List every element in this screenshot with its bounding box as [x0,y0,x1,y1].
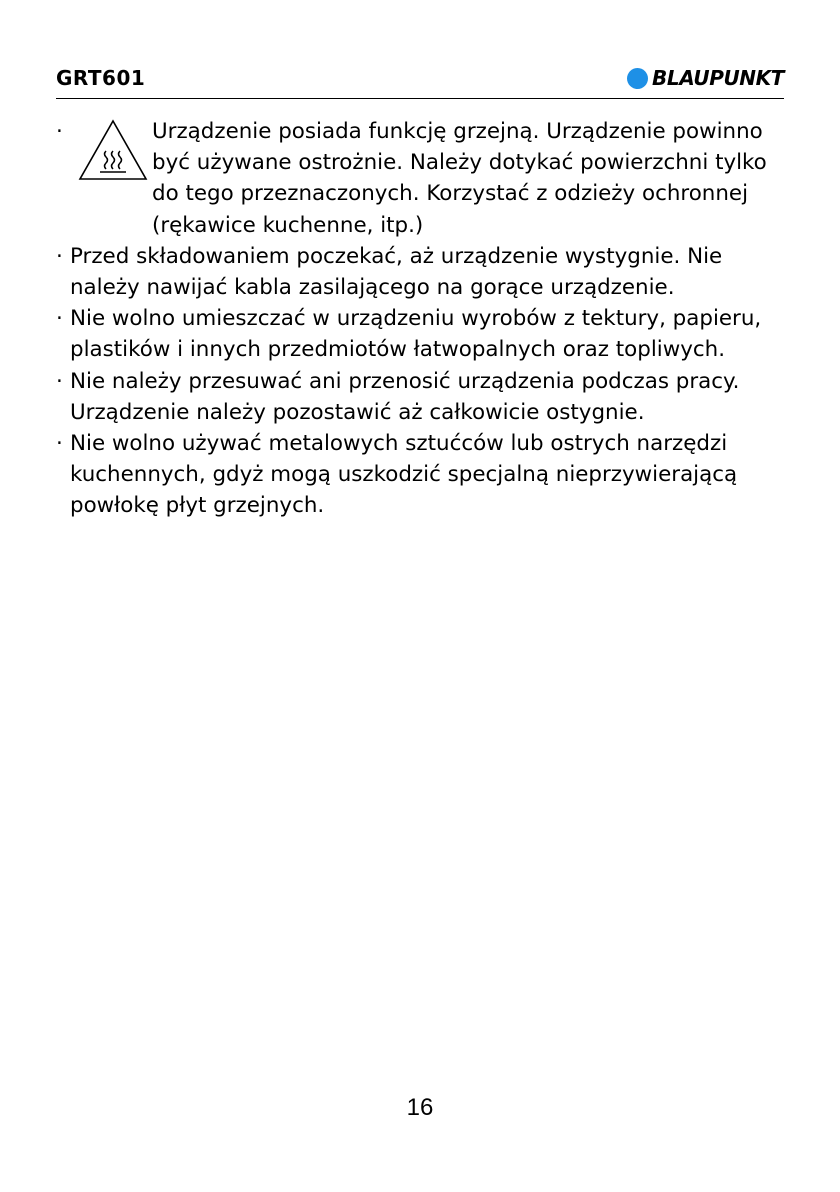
bullet: · [56,431,63,457]
list-item [56,303,796,365]
model-number: GRT601 [56,66,146,90]
bullet: · [56,368,63,394]
bullet: · [56,119,63,144]
item-text: Urządzenie posiada funkcję grzejną. Urządzenie powinno być używane ostrożnie. Należy dotykać powierzchni tylko do tego przeznaczonych. Korzystać z odzieży ochronnej (rękawice kuchenne, itp.) [152,119,767,238]
hot-surface-warning-icon [78,119,148,181]
bullet: · [56,243,63,269]
brand-dot-icon [627,68,648,89]
bullet: · [56,306,63,332]
item-text: Nie wolno używać metalowych sztućców lub ostrych narzędzi kuchennych, gdyż mogą uszkodzić specjalną nieprzywierającą powłokę płyt grzejnych. [70,431,738,519]
list-item [56,366,796,428]
list-item [56,241,796,303]
item-text: Nie należy przesuwać ani przenosić urządzenia podczas pracy. Urządzenie należy pozostawić aż całkowicie ostygnie. [70,368,740,425]
brand-name: BLAUPUNKT [652,66,784,90]
list-item [56,116,796,241]
item-text: Przed składowaniem poczekać, aż urządzenie wystygnie. Nie należy nawijać kabla zasilającego na gorące urządzenie. [70,243,723,301]
safety-instructions [56,116,796,522]
brand-logo [627,66,784,90]
page-number: 16 [406,1094,434,1121]
list-item [56,428,796,522]
item-text: Nie wolno umieszczać w urządzeniu wyrobów z tektury, papieru, plastików i innych przedmiotów łatwopalnych oraz topliwych. [70,306,762,363]
page-header [56,64,784,99]
